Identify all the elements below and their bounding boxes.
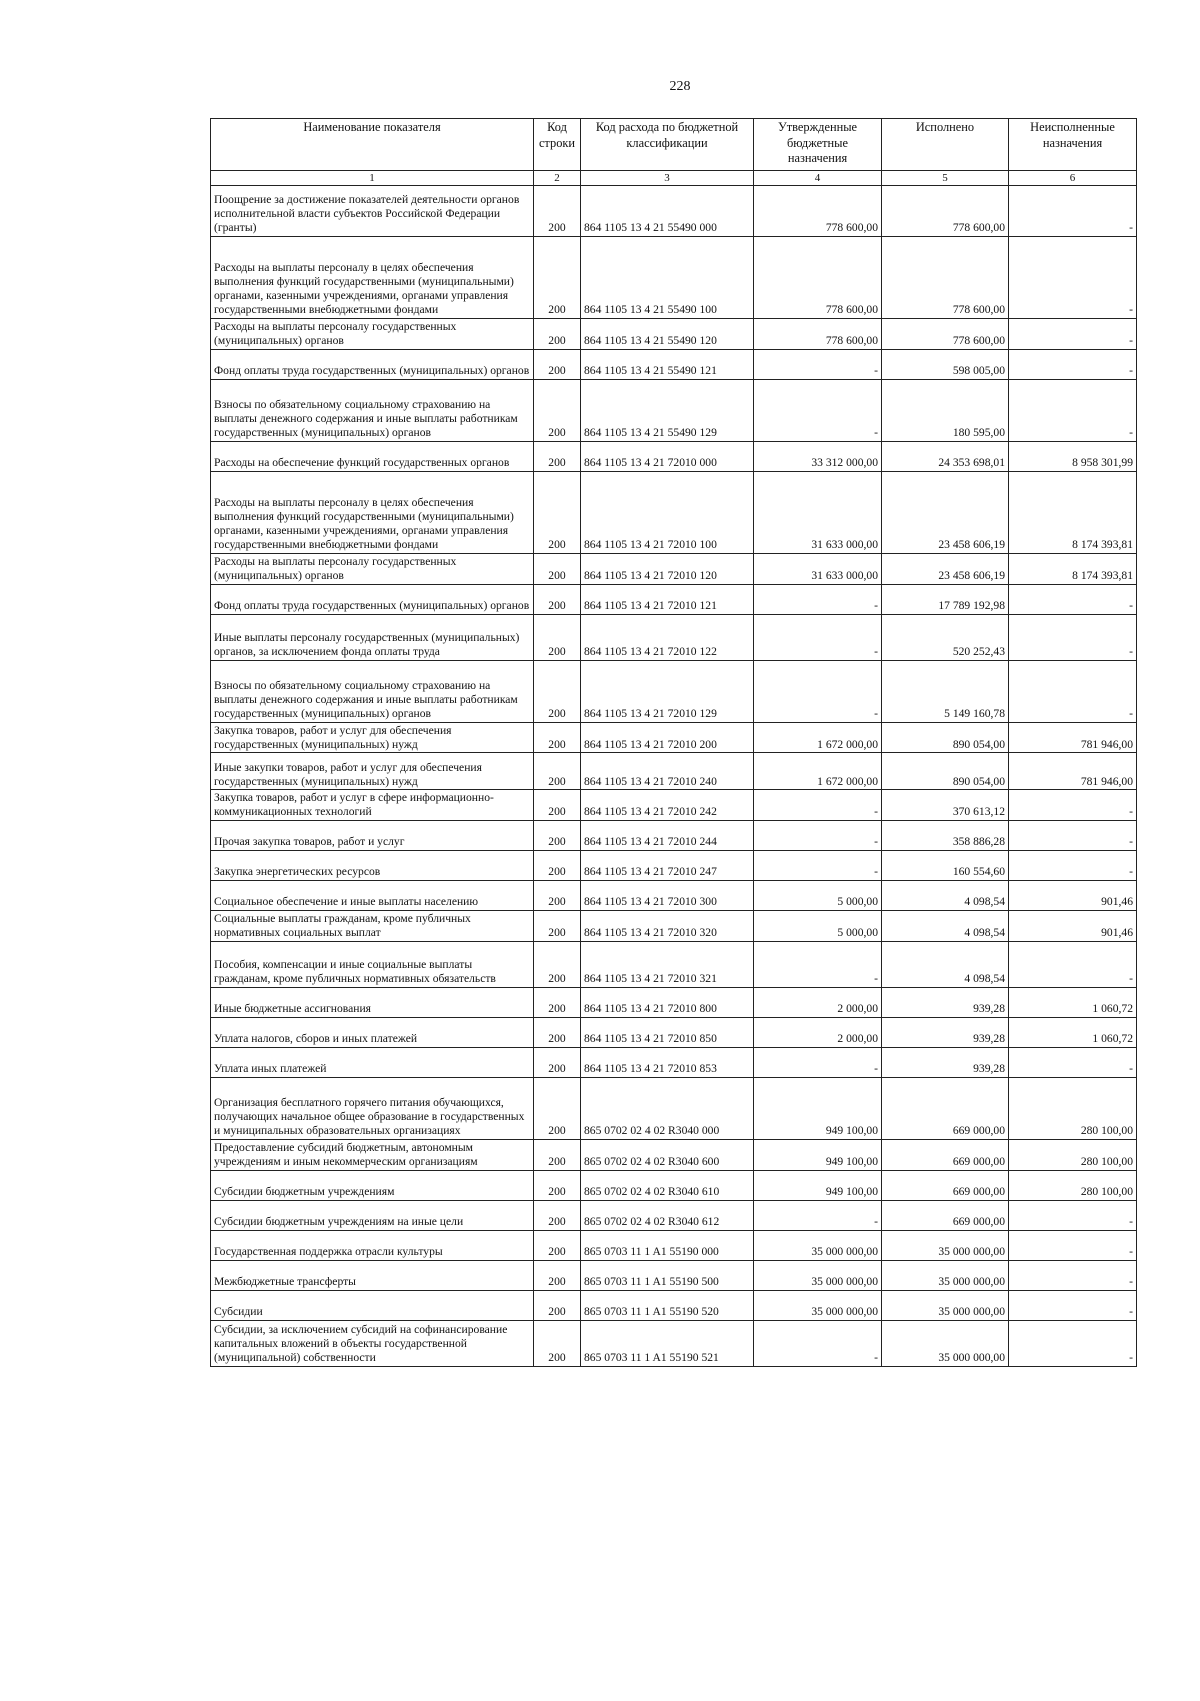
- executed-amount-cell: 4 098,54: [882, 942, 1009, 988]
- unexecuted-amount-cell: -: [1009, 614, 1137, 660]
- column-number: 4: [754, 171, 882, 186]
- approved-amount-cell: -: [754, 660, 882, 722]
- unexecuted-amount-cell: 8 174 393,81: [1009, 553, 1137, 584]
- budget-code-cell: 864 1105 13 4 21 55490 120: [581, 319, 754, 350]
- budget-code-cell: 865 0703 11 1 A1 55190 000: [581, 1230, 754, 1260]
- indicator-name-cell: Субсидии: [211, 1290, 534, 1320]
- table-row: [211, 881, 1137, 911]
- budget-code-cell: 864 1105 13 4 21 72010 244: [581, 821, 754, 851]
- approved-amount-cell: -: [754, 379, 882, 441]
- indicator-name-cell: Предоставление субсидий бюджетным, автономным учреждениям и иным некоммерческим организациям: [211, 1140, 534, 1171]
- indicator-name-cell: Прочая закупка товаров, работ и услуг: [211, 821, 534, 851]
- indicator-name-cell: Уплата налогов, сборов и иных платежей: [211, 1018, 534, 1048]
- unexecuted-amount-cell: -: [1009, 1320, 1137, 1366]
- approved-amount-cell: -: [754, 942, 882, 988]
- indicator-name-cell: Пособия, компенсации и иные социальные выплаты гражданам, кроме публичных нормативных обязательств: [211, 942, 534, 988]
- unexecuted-amount-cell: 1 060,72: [1009, 988, 1137, 1018]
- table-row: [211, 349, 1137, 379]
- indicator-name-cell: Расходы на выплаты персоналу в целях обеспечения выполнения функций государственными (муниципальными) органами, казенными учреждениями, органами управления государственными внебюджетными фондами: [211, 471, 534, 553]
- executed-amount-cell: 370 613,12: [882, 790, 1009, 821]
- row-code-cell: 200: [534, 1048, 581, 1078]
- row-code-cell: 200: [534, 1320, 581, 1366]
- indicator-name-cell: Закупка энергетических ресурсов: [211, 851, 534, 881]
- budget-code-cell: 864 1105 13 4 21 72010 850: [581, 1018, 754, 1048]
- row-code-cell: 200: [534, 379, 581, 441]
- indicator-name-cell: Фонд оплаты труда государственных (муниципальных) органов: [211, 584, 534, 614]
- executed-amount-cell: 35 000 000,00: [882, 1320, 1009, 1366]
- table-row: [211, 471, 1137, 553]
- unexecuted-amount-cell: 8 174 393,81: [1009, 471, 1137, 553]
- row-code-cell: 200: [534, 441, 581, 471]
- header-approved: Утвержденные бюджетные назначения: [754, 119, 882, 171]
- table-row: [211, 942, 1137, 988]
- unexecuted-amount-cell: -: [1009, 379, 1137, 441]
- row-code-cell: 200: [534, 584, 581, 614]
- approved-amount-cell: 1 672 000,00: [754, 722, 882, 753]
- budget-code-cell: 865 0703 11 1 A1 55190 521: [581, 1320, 754, 1366]
- header-row-code: Код строки: [534, 119, 581, 171]
- budget-code-cell: 864 1105 13 4 21 55490 121: [581, 349, 754, 379]
- header-unexecuted: Неисполненные назначения: [1009, 119, 1137, 171]
- table-row: [211, 1018, 1137, 1048]
- unexecuted-amount-cell: -: [1009, 319, 1137, 350]
- approved-amount-cell: 5 000,00: [754, 881, 882, 911]
- table-row: [211, 1260, 1137, 1290]
- unexecuted-amount-cell: -: [1009, 584, 1137, 614]
- column-number: 3: [581, 171, 754, 186]
- row-code-cell: 200: [534, 186, 581, 237]
- unexecuted-amount-cell: -: [1009, 186, 1137, 237]
- indicator-name-cell: Организация бесплатного горячего питания обучающихся, получающих начальное общее образование в государственных и муниципальных образовательных организациях: [211, 1078, 534, 1140]
- table-row: [211, 1290, 1137, 1320]
- unexecuted-amount-cell: -: [1009, 851, 1137, 881]
- approved-amount-cell: 949 100,00: [754, 1140, 882, 1171]
- executed-amount-cell: 35 000 000,00: [882, 1290, 1009, 1320]
- executed-amount-cell: 23 458 606,19: [882, 471, 1009, 553]
- unexecuted-amount-cell: 781 946,00: [1009, 753, 1137, 790]
- unexecuted-amount-cell: -: [1009, 1290, 1137, 1320]
- executed-amount-cell: 669 000,00: [882, 1078, 1009, 1140]
- approved-amount-cell: -: [754, 1200, 882, 1230]
- row-code-cell: 200: [534, 660, 581, 722]
- executed-amount-cell: 778 600,00: [882, 186, 1009, 237]
- executed-amount-cell: 180 595,00: [882, 379, 1009, 441]
- executed-amount-cell: 778 600,00: [882, 237, 1009, 319]
- approved-amount-cell: 35 000 000,00: [754, 1260, 882, 1290]
- executed-amount-cell: 520 252,43: [882, 614, 1009, 660]
- column-number-row: [211, 171, 1137, 186]
- row-code-cell: 200: [534, 881, 581, 911]
- row-code-cell: 200: [534, 237, 581, 319]
- approved-amount-cell: 31 633 000,00: [754, 553, 882, 584]
- executed-amount-cell: 669 000,00: [882, 1140, 1009, 1171]
- executed-amount-cell: 890 054,00: [882, 722, 1009, 753]
- executed-amount-cell: 890 054,00: [882, 753, 1009, 790]
- header-row: [211, 119, 1137, 171]
- table-row: [211, 379, 1137, 441]
- unexecuted-amount-cell: -: [1009, 790, 1137, 821]
- budget-code-cell: 865 0702 02 4 02 R3040 612: [581, 1200, 754, 1230]
- budget-code-cell: 864 1105 13 4 21 72010 240: [581, 753, 754, 790]
- budget-code-cell: 864 1105 13 4 21 72010 129: [581, 660, 754, 722]
- approved-amount-cell: 1 672 000,00: [754, 753, 882, 790]
- unexecuted-amount-cell: 781 946,00: [1009, 722, 1137, 753]
- executed-amount-cell: 35 000 000,00: [882, 1260, 1009, 1290]
- column-number: 2: [534, 171, 581, 186]
- row-code-cell: 200: [534, 790, 581, 821]
- row-code-cell: 200: [534, 1290, 581, 1320]
- indicator-name-cell: Государственная поддержка отрасли культуры: [211, 1230, 534, 1260]
- unexecuted-amount-cell: -: [1009, 942, 1137, 988]
- indicator-name-cell: Закупка товаров, работ и услуг для обеспечения государственных (муниципальных) нужд: [211, 722, 534, 753]
- approved-amount-cell: -: [754, 614, 882, 660]
- row-code-cell: 200: [534, 1018, 581, 1048]
- row-code-cell: 200: [534, 1170, 581, 1200]
- approved-amount-cell: 35 000 000,00: [754, 1230, 882, 1260]
- table-row: [211, 584, 1137, 614]
- budget-code-cell: 865 0702 02 4 02 R3040 600: [581, 1140, 754, 1171]
- budget-code-cell: 864 1105 13 4 21 55490 100: [581, 237, 754, 319]
- table-body: [211, 186, 1137, 1367]
- header-executed: Исполнено: [882, 119, 1009, 171]
- table-row: [211, 1170, 1137, 1200]
- budget-code-cell: 864 1105 13 4 21 55490 129: [581, 379, 754, 441]
- executed-amount-cell: 5 149 160,78: [882, 660, 1009, 722]
- unexecuted-amount-cell: 280 100,00: [1009, 1078, 1137, 1140]
- approved-amount-cell: 2 000,00: [754, 988, 882, 1018]
- row-code-cell: 200: [534, 942, 581, 988]
- indicator-name-cell: Взносы по обязательному социальному страхованию на выплаты денежного содержания и иные выплаты работникам государственных (муниципальных) органов: [211, 379, 534, 441]
- approved-amount-cell: 949 100,00: [754, 1078, 882, 1140]
- budget-code-cell: 864 1105 13 4 21 72010 120: [581, 553, 754, 584]
- approved-amount-cell: 778 600,00: [754, 319, 882, 350]
- indicator-name-cell: Взносы по обязательному социальному страхованию на выплаты денежного содержания и иные выплаты работникам государственных (муниципальных) органов: [211, 660, 534, 722]
- indicator-name-cell: Иные бюджетные ассигнования: [211, 988, 534, 1018]
- approved-amount-cell: 33 312 000,00: [754, 441, 882, 471]
- table-row: [211, 1140, 1137, 1171]
- unexecuted-amount-cell: -: [1009, 821, 1137, 851]
- executed-amount-cell: 24 353 698,01: [882, 441, 1009, 471]
- table-row: [211, 1048, 1137, 1078]
- budget-code-cell: 864 1105 13 4 21 72010 000: [581, 441, 754, 471]
- page-number: 228: [669, 79, 691, 94]
- approved-amount-cell: 35 000 000,00: [754, 1290, 882, 1320]
- budget-code-cell: 864 1105 13 4 21 72010 100: [581, 471, 754, 553]
- budget-code-cell: 864 1105 13 4 21 72010 300: [581, 881, 754, 911]
- row-code-cell: 200: [534, 471, 581, 553]
- column-number: 5: [882, 171, 1009, 186]
- executed-amount-cell: 160 554,60: [882, 851, 1009, 881]
- indicator-name-cell: Социальные выплаты гражданам, кроме публичных нормативных социальных выплат: [211, 911, 534, 942]
- budget-code-cell: 865 0703 11 1 A1 55190 500: [581, 1260, 754, 1290]
- row-code-cell: 200: [534, 1200, 581, 1230]
- budget-code-cell: 864 1105 13 4 21 72010 320: [581, 911, 754, 942]
- table-row: [211, 237, 1137, 319]
- row-code-cell: 200: [534, 1230, 581, 1260]
- approved-amount-cell: -: [754, 349, 882, 379]
- approved-amount-cell: -: [754, 851, 882, 881]
- table-row: [211, 441, 1137, 471]
- header-indicator-name: Наименование показателя: [211, 119, 534, 171]
- executed-amount-cell: 23 458 606,19: [882, 553, 1009, 584]
- table-row: [211, 1200, 1137, 1230]
- table-row: [211, 186, 1137, 237]
- approved-amount-cell: 778 600,00: [754, 186, 882, 237]
- row-code-cell: 200: [534, 349, 581, 379]
- indicator-name-cell: Субсидии, за исключением субсидий на софинансирование капитальных вложений в объекты государственной (муниципальной) собственности: [211, 1320, 534, 1366]
- budget-execution-table: [210, 118, 1137, 1367]
- table-row: [211, 1320, 1137, 1366]
- table-row: [211, 722, 1137, 753]
- budget-code-cell: 864 1105 13 4 21 72010 242: [581, 790, 754, 821]
- indicator-name-cell: Расходы на выплаты персоналу государственных (муниципальных) органов: [211, 319, 534, 350]
- approved-amount-cell: -: [754, 584, 882, 614]
- approved-amount-cell: 2 000,00: [754, 1018, 882, 1048]
- unexecuted-amount-cell: -: [1009, 1200, 1137, 1230]
- indicator-name-cell: Закупка товаров, работ и услуг в сфере информационно-коммуникационных технологий: [211, 790, 534, 821]
- budget-code-cell: 864 1105 13 4 21 72010 200: [581, 722, 754, 753]
- unexecuted-amount-cell: -: [1009, 1230, 1137, 1260]
- budget-code-cell: 865 0702 02 4 02 R3040 610: [581, 1170, 754, 1200]
- unexecuted-amount-cell: 901,46: [1009, 881, 1137, 911]
- row-code-cell: 200: [534, 821, 581, 851]
- unexecuted-amount-cell: 280 100,00: [1009, 1170, 1137, 1200]
- indicator-name-cell: Расходы на выплаты персоналу государственных (муниципальных) органов: [211, 553, 534, 584]
- executed-amount-cell: 669 000,00: [882, 1170, 1009, 1200]
- budget-code-cell: 864 1105 13 4 21 72010 321: [581, 942, 754, 988]
- indicator-name-cell: Фонд оплаты труда государственных (муниципальных) органов: [211, 349, 534, 379]
- approved-amount-cell: -: [754, 790, 882, 821]
- budget-code-cell: 864 1105 13 4 21 72010 122: [581, 614, 754, 660]
- row-code-cell: 200: [534, 553, 581, 584]
- unexecuted-amount-cell: 901,46: [1009, 911, 1137, 942]
- unexecuted-amount-cell: -: [1009, 1048, 1137, 1078]
- executed-amount-cell: 939,28: [882, 988, 1009, 1018]
- table-row: [211, 753, 1137, 790]
- executed-amount-cell: 939,28: [882, 1048, 1009, 1078]
- table-row: [211, 660, 1137, 722]
- row-code-cell: 200: [534, 911, 581, 942]
- row-code-cell: 200: [534, 1260, 581, 1290]
- approved-amount-cell: 949 100,00: [754, 1170, 882, 1200]
- executed-amount-cell: 939,28: [882, 1018, 1009, 1048]
- executed-amount-cell: 669 000,00: [882, 1200, 1009, 1230]
- table-row: [211, 553, 1137, 584]
- unexecuted-amount-cell: 1 060,72: [1009, 1018, 1137, 1048]
- indicator-name-cell: Иные закупки товаров, работ и услуг для обеспечения государственных (муниципальных) нужд: [211, 753, 534, 790]
- executed-amount-cell: 4 098,54: [882, 911, 1009, 942]
- column-number: 6: [1009, 171, 1137, 186]
- budget-code-cell: 865 0702 02 4 02 R3040 000: [581, 1078, 754, 1140]
- unexecuted-amount-cell: -: [1009, 237, 1137, 319]
- row-code-cell: 200: [534, 1078, 581, 1140]
- table-row: [211, 988, 1137, 1018]
- budget-code-cell: 864 1105 13 4 21 55490 000: [581, 186, 754, 237]
- approved-amount-cell: -: [754, 1048, 882, 1078]
- unexecuted-amount-cell: -: [1009, 349, 1137, 379]
- approved-amount-cell: -: [754, 821, 882, 851]
- executed-amount-cell: 358 886,28: [882, 821, 1009, 851]
- row-code-cell: 200: [534, 851, 581, 881]
- approved-amount-cell: 31 633 000,00: [754, 471, 882, 553]
- approved-amount-cell: 778 600,00: [754, 237, 882, 319]
- row-code-cell: 200: [534, 988, 581, 1018]
- indicator-name-cell: Расходы на выплаты персоналу в целях обеспечения выполнения функций государственными (муниципальными) органами, казенными учреждениями, органами управления государственными внебюджетными фондами: [211, 237, 534, 319]
- indicator-name-cell: Поощрение за достижение показателей деятельности органов исполнительной власти субъектов Российской Федерации (гранты): [211, 186, 534, 237]
- table-row: [211, 911, 1137, 942]
- indicator-name-cell: Субсидии бюджетным учреждениям на иные цели: [211, 1200, 534, 1230]
- row-code-cell: 200: [534, 753, 581, 790]
- row-code-cell: 200: [534, 614, 581, 660]
- header-budget-code: Код расхода по бюджетной классификации: [581, 119, 754, 171]
- executed-amount-cell: 17 789 192,98: [882, 584, 1009, 614]
- executed-amount-cell: 35 000 000,00: [882, 1230, 1009, 1260]
- executed-amount-cell: 778 600,00: [882, 319, 1009, 350]
- table-row: [211, 790, 1137, 821]
- unexecuted-amount-cell: -: [1009, 660, 1137, 722]
- indicator-name-cell: Расходы на обеспечение функций государственных органов: [211, 441, 534, 471]
- unexecuted-amount-cell: -: [1009, 1260, 1137, 1290]
- budget-code-cell: 864 1105 13 4 21 72010 121: [581, 584, 754, 614]
- row-code-cell: 200: [534, 319, 581, 350]
- table-row: [211, 821, 1137, 851]
- unexecuted-amount-cell: 280 100,00: [1009, 1140, 1137, 1171]
- approved-amount-cell: 5 000,00: [754, 911, 882, 942]
- approved-amount-cell: -: [754, 1320, 882, 1366]
- budget-code-cell: 864 1105 13 4 21 72010 800: [581, 988, 754, 1018]
- executed-amount-cell: 598 005,00: [882, 349, 1009, 379]
- indicator-name-cell: Иные выплаты персоналу государственных (муниципальных) органов, за исключением фонда оплаты труда: [211, 614, 534, 660]
- table-row: [211, 614, 1137, 660]
- indicator-name-cell: Межбюджетные трансферты: [211, 1260, 534, 1290]
- unexecuted-amount-cell: 8 958 301,99: [1009, 441, 1137, 471]
- table-row: [211, 319, 1137, 350]
- indicator-name-cell: Субсидии бюджетным учреждениям: [211, 1170, 534, 1200]
- table-row: [211, 1230, 1137, 1260]
- column-number: 1: [211, 171, 534, 186]
- indicator-name-cell: Социальное обеспечение и иные выплаты населению: [211, 881, 534, 911]
- indicator-name-cell: Уплата иных платежей: [211, 1048, 534, 1078]
- row-code-cell: 200: [534, 722, 581, 753]
- table-row: [211, 1078, 1137, 1140]
- budget-code-cell: 864 1105 13 4 21 72010 247: [581, 851, 754, 881]
- table-row: [211, 851, 1137, 881]
- budget-code-cell: 865 0703 11 1 A1 55190 520: [581, 1290, 754, 1320]
- budget-code-cell: 864 1105 13 4 21 72010 853: [581, 1048, 754, 1078]
- executed-amount-cell: 4 098,54: [882, 881, 1009, 911]
- row-code-cell: 200: [534, 1140, 581, 1171]
